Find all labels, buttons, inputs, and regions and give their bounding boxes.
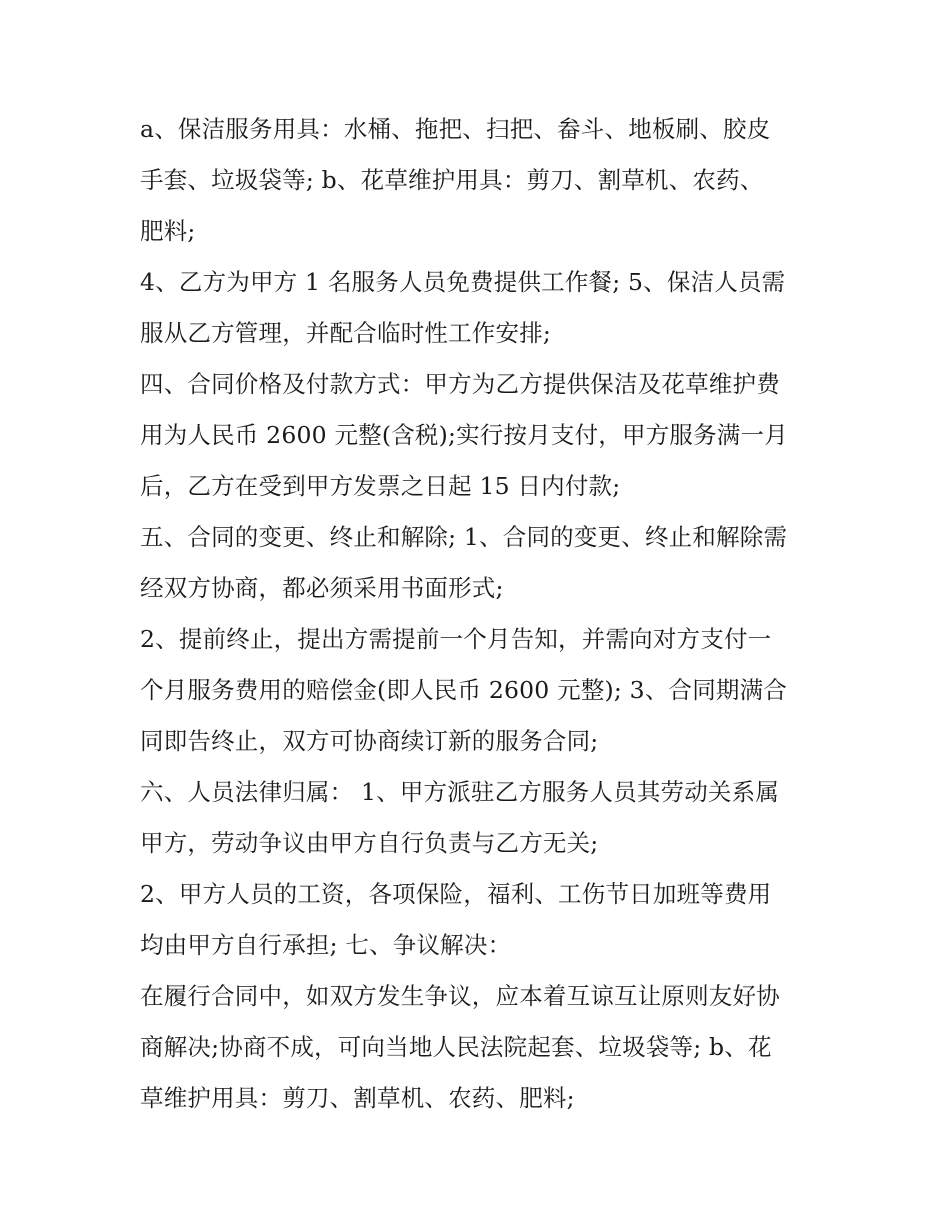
text-line: 草维护用具：剪刀、割草机、农药、肥料; xyxy=(140,1084,575,1112)
text-line: 个月服务费用的赔偿金(即人民币 2600 元整); 3、合同期满合 xyxy=(140,676,788,704)
document-body xyxy=(140,104,830,1124)
text-line: 商解决;协商不成，可向当地人民法院起套、垃圾袋等; b、花 xyxy=(140,1033,772,1061)
text-line: 五、合同的变更、终止和解除; 1、合同的变更、终止和解除需 xyxy=(140,523,788,551)
text-line: a、保洁服务用具：水桶、拖把、扫把、畚斗、地板刷、胶皮 xyxy=(140,115,771,143)
text-line: 在履行合同中，如双方发生争议，应本着互谅互让原则友好协 xyxy=(140,982,780,1010)
text-line: 均由甲方自行承担; 七、争议解决： xyxy=(140,931,512,959)
text-line: 肥料; xyxy=(140,217,196,245)
text-line: 六、人员法律归属： 1、甲方派驻乙方服务人员其劳动关系属 xyxy=(140,778,780,806)
text-line: 手套、垃圾袋等; b、花草维护用具：剪刀、割草机、农药、 xyxy=(140,166,764,194)
text-line: 经双方协商，都必须采用书面形式; xyxy=(140,574,504,602)
text-line: 同即告终止，双方可协商续订新的服务合同; xyxy=(140,727,599,755)
text-line: 四、合同价格及付款方式：甲方为乙方提供保洁及花草维护费 xyxy=(140,370,780,398)
text-line: 用为人民币 2600 元整(含税);实行按月支付，甲方服务满一月 xyxy=(140,421,788,449)
text-line: 服从乙方管理，并配合临时性工作安排; xyxy=(140,319,552,347)
text-line: 4、乙方为甲方 1 名服务人员免费提供工作餐; 5、保洁人员需 xyxy=(140,268,786,296)
text-line: 2、甲方人员的工资，各项保险，福利、工伤节日加班等费用 xyxy=(140,880,772,908)
text-line: 甲方，劳动争议由甲方自行负责与乙方无关; xyxy=(140,829,599,857)
text-line: 后，乙方在受到甲方发票之日起 15 日内付款; xyxy=(140,472,621,500)
text-line: 2、提前终止，提出方需提前一个月告知，并需向对方支付一 xyxy=(140,625,772,653)
